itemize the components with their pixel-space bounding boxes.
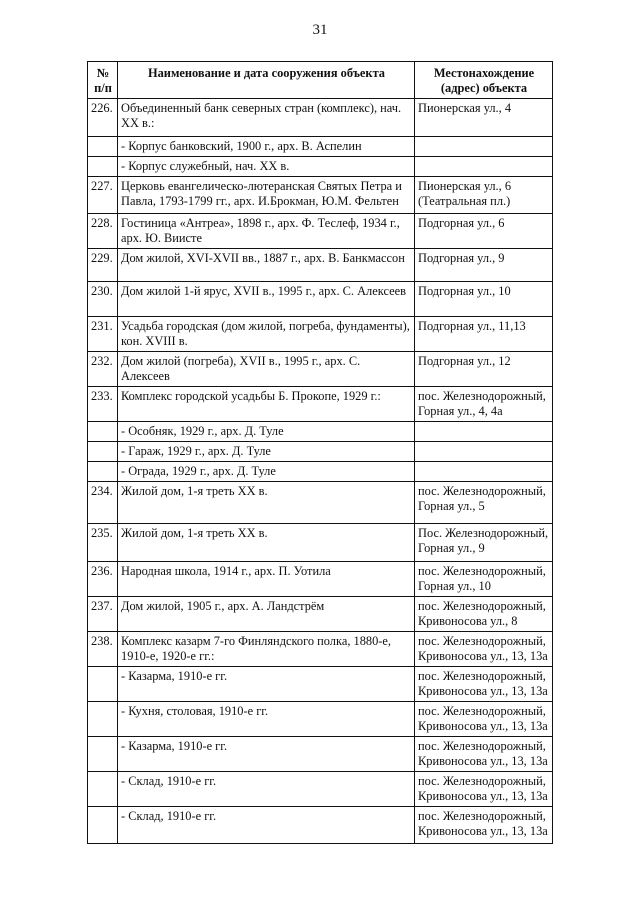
table-row — [88, 807, 553, 844]
location-cell — [415, 137, 553, 157]
object-name-cell: Дом жилой (погреба), XVII в., 1995 г., арх. С. Алексеев — [118, 352, 415, 387]
location-cell: пос. Железнодорожный, Кривоносова ул., 13, 13а — [415, 737, 553, 772]
object-name-cell: Дом жилой 1-й ярус, XVII в., 1995 г., арх. С. Алексеев — [118, 282, 415, 317]
table-row — [88, 524, 553, 562]
table-row — [88, 482, 553, 524]
object-name-cell: - Склад, 1910-е гг. — [118, 772, 415, 807]
table-row — [88, 597, 553, 632]
object-name-cell: Дом жилой, 1905 г., арх. А. Ландстрём — [118, 597, 415, 632]
location-cell: пос. Железнодорожный, Кривоносова ул., 13, 13а — [415, 772, 553, 807]
object-name-cell: - Гараж, 1929 г., арх. Д. Туле — [118, 442, 415, 462]
row-number-cell — [88, 667, 118, 702]
object-name-cell: - Корпус банковский, 1900 г., арх. В. Аспелин — [118, 137, 415, 157]
object-name-cell: Усадьба городская (дом жилой, погреба, фундаменты), кон. XVIII в. — [118, 317, 415, 352]
row-number-cell: 229. — [88, 249, 118, 282]
table-row — [88, 462, 553, 482]
row-number-cell: 226. — [88, 99, 118, 137]
object-name-cell: Жилой дом, 1-я треть XX в. — [118, 482, 415, 524]
object-name-cell: - Склад, 1910-е гг. — [118, 807, 415, 844]
table-header-row — [88, 62, 553, 99]
header-num: № п/п — [88, 62, 118, 99]
location-cell — [415, 422, 553, 442]
object-name-cell: - Казарма, 1910-е гг. — [118, 737, 415, 772]
row-number-cell — [88, 737, 118, 772]
object-name-cell: - Кухня, столовая, 1910-е гг. — [118, 702, 415, 737]
location-cell: Подгорная ул., 6 — [415, 214, 553, 249]
table-row — [88, 352, 553, 387]
table-row — [88, 422, 553, 442]
location-cell — [415, 157, 553, 177]
location-cell: пос. Железнодорожный, Горная ул., 4, 4а — [415, 387, 553, 422]
table-row — [88, 157, 553, 177]
row-number-cell: 232. — [88, 352, 118, 387]
location-cell: Подгорная ул., 9 — [415, 249, 553, 282]
location-cell: пос. Железнодорожный, Горная ул., 10 — [415, 562, 553, 597]
header-location: Местонахождение (адрес) объекта — [415, 62, 553, 99]
object-name-cell: Комплекс городской усадьбы Б. Прокопе, 1929 г.: — [118, 387, 415, 422]
row-number-cell: 236. — [88, 562, 118, 597]
table-row — [88, 317, 553, 352]
table-row — [88, 562, 553, 597]
row-number-cell: 235. — [88, 524, 118, 562]
location-cell: Пос. Железнодорожный, Горная ул., 9 — [415, 524, 553, 562]
table-row — [88, 442, 553, 462]
table-row — [88, 737, 553, 772]
table-row — [88, 177, 553, 214]
table-row — [88, 214, 553, 249]
table-row — [88, 667, 553, 702]
location-cell: пос. Железнодорожный, Кривоносова ул., 8 — [415, 597, 553, 632]
row-number-cell: 234. — [88, 482, 118, 524]
location-cell: пос. Железнодорожный, Кривоносова ул., 13, 13а — [415, 667, 553, 702]
row-number-cell — [88, 422, 118, 442]
object-name-cell: Церковь евангелическо-лютеранская Святых Петра и Павла, 1793-1799 гг., арх. И.Брокман, Ю.М. Фельтен — [118, 177, 415, 214]
object-name-cell: Комплекс казарм 7-го Финляндского полка, 1880-е, 1910-е, 1920-е гг.: — [118, 632, 415, 667]
object-name-cell: - Корпус служебный, нач. XX в. — [118, 157, 415, 177]
table-row — [88, 702, 553, 737]
object-name-cell: - Особняк, 1929 г., арх. Д. Туле — [118, 422, 415, 442]
location-cell: пос. Железнодорожный, Кривоносова ул., 13, 13а — [415, 807, 553, 844]
object-name-cell: Гостиница «Антреа», 1898 г., арх. Ф. Теслеф, 1934 г., арх. Ю. Виисте — [118, 214, 415, 249]
table-row — [88, 632, 553, 667]
location-cell: Подгорная ул., 12 — [415, 352, 553, 387]
location-cell: пос. Железнодорожный, Горная ул., 5 — [415, 482, 553, 524]
row-number-cell: 237. — [88, 597, 118, 632]
row-number-cell: 238. — [88, 632, 118, 667]
location-cell: Пионерская ул., 4 — [415, 99, 553, 137]
location-cell: Подгорная ул., 11,13 — [415, 317, 553, 352]
row-number-cell — [88, 157, 118, 177]
row-number-cell: 233. — [88, 387, 118, 422]
object-name-cell: Народная школа, 1914 г., арх. П. Уотила — [118, 562, 415, 597]
table-row — [88, 387, 553, 422]
table-row — [88, 282, 553, 317]
row-number-cell — [88, 702, 118, 737]
heritage-objects-table — [87, 61, 553, 844]
object-name-cell: Дом жилой, XVI-XVII вв., 1887 г., арх. В. Банкмассон — [118, 249, 415, 282]
row-number-cell — [88, 137, 118, 157]
row-number-cell: 230. — [88, 282, 118, 317]
location-cell: Пионерская ул., 6 (Театральная пл.) — [415, 177, 553, 214]
location-cell: пос. Железнодорожный, Кривоносова ул., 13, 13а — [415, 632, 553, 667]
row-number-cell: 231. — [88, 317, 118, 352]
table-body — [88, 99, 553, 844]
location-cell: Подгорная ул., 10 — [415, 282, 553, 317]
table-row — [88, 772, 553, 807]
location-cell — [415, 442, 553, 462]
header-name: Наименование и дата сооружения объекта — [118, 62, 415, 99]
row-number-cell: 228. — [88, 214, 118, 249]
table-row — [88, 99, 553, 137]
row-number-cell — [88, 772, 118, 807]
page-number: 31 — [312, 22, 328, 38]
object-name-cell: - Ограда, 1929 г., арх. Д. Туле — [118, 462, 415, 482]
row-number-cell — [88, 442, 118, 462]
location-cell — [415, 462, 553, 482]
row-number-cell — [88, 462, 118, 482]
object-name-cell: Объединенный банк северных стран (комплекс), нач. XX в.: — [118, 99, 415, 137]
row-number-cell: 227. — [88, 177, 118, 214]
location-cell: пос. Железнодорожный, Кривоносова ул., 13, 13а — [415, 702, 553, 737]
object-name-cell: - Казарма, 1910-е гг. — [118, 667, 415, 702]
object-name-cell: Жилой дом, 1-я треть XX в. — [118, 524, 415, 562]
table-row — [88, 249, 553, 282]
table-row — [88, 137, 553, 157]
row-number-cell — [88, 807, 118, 844]
